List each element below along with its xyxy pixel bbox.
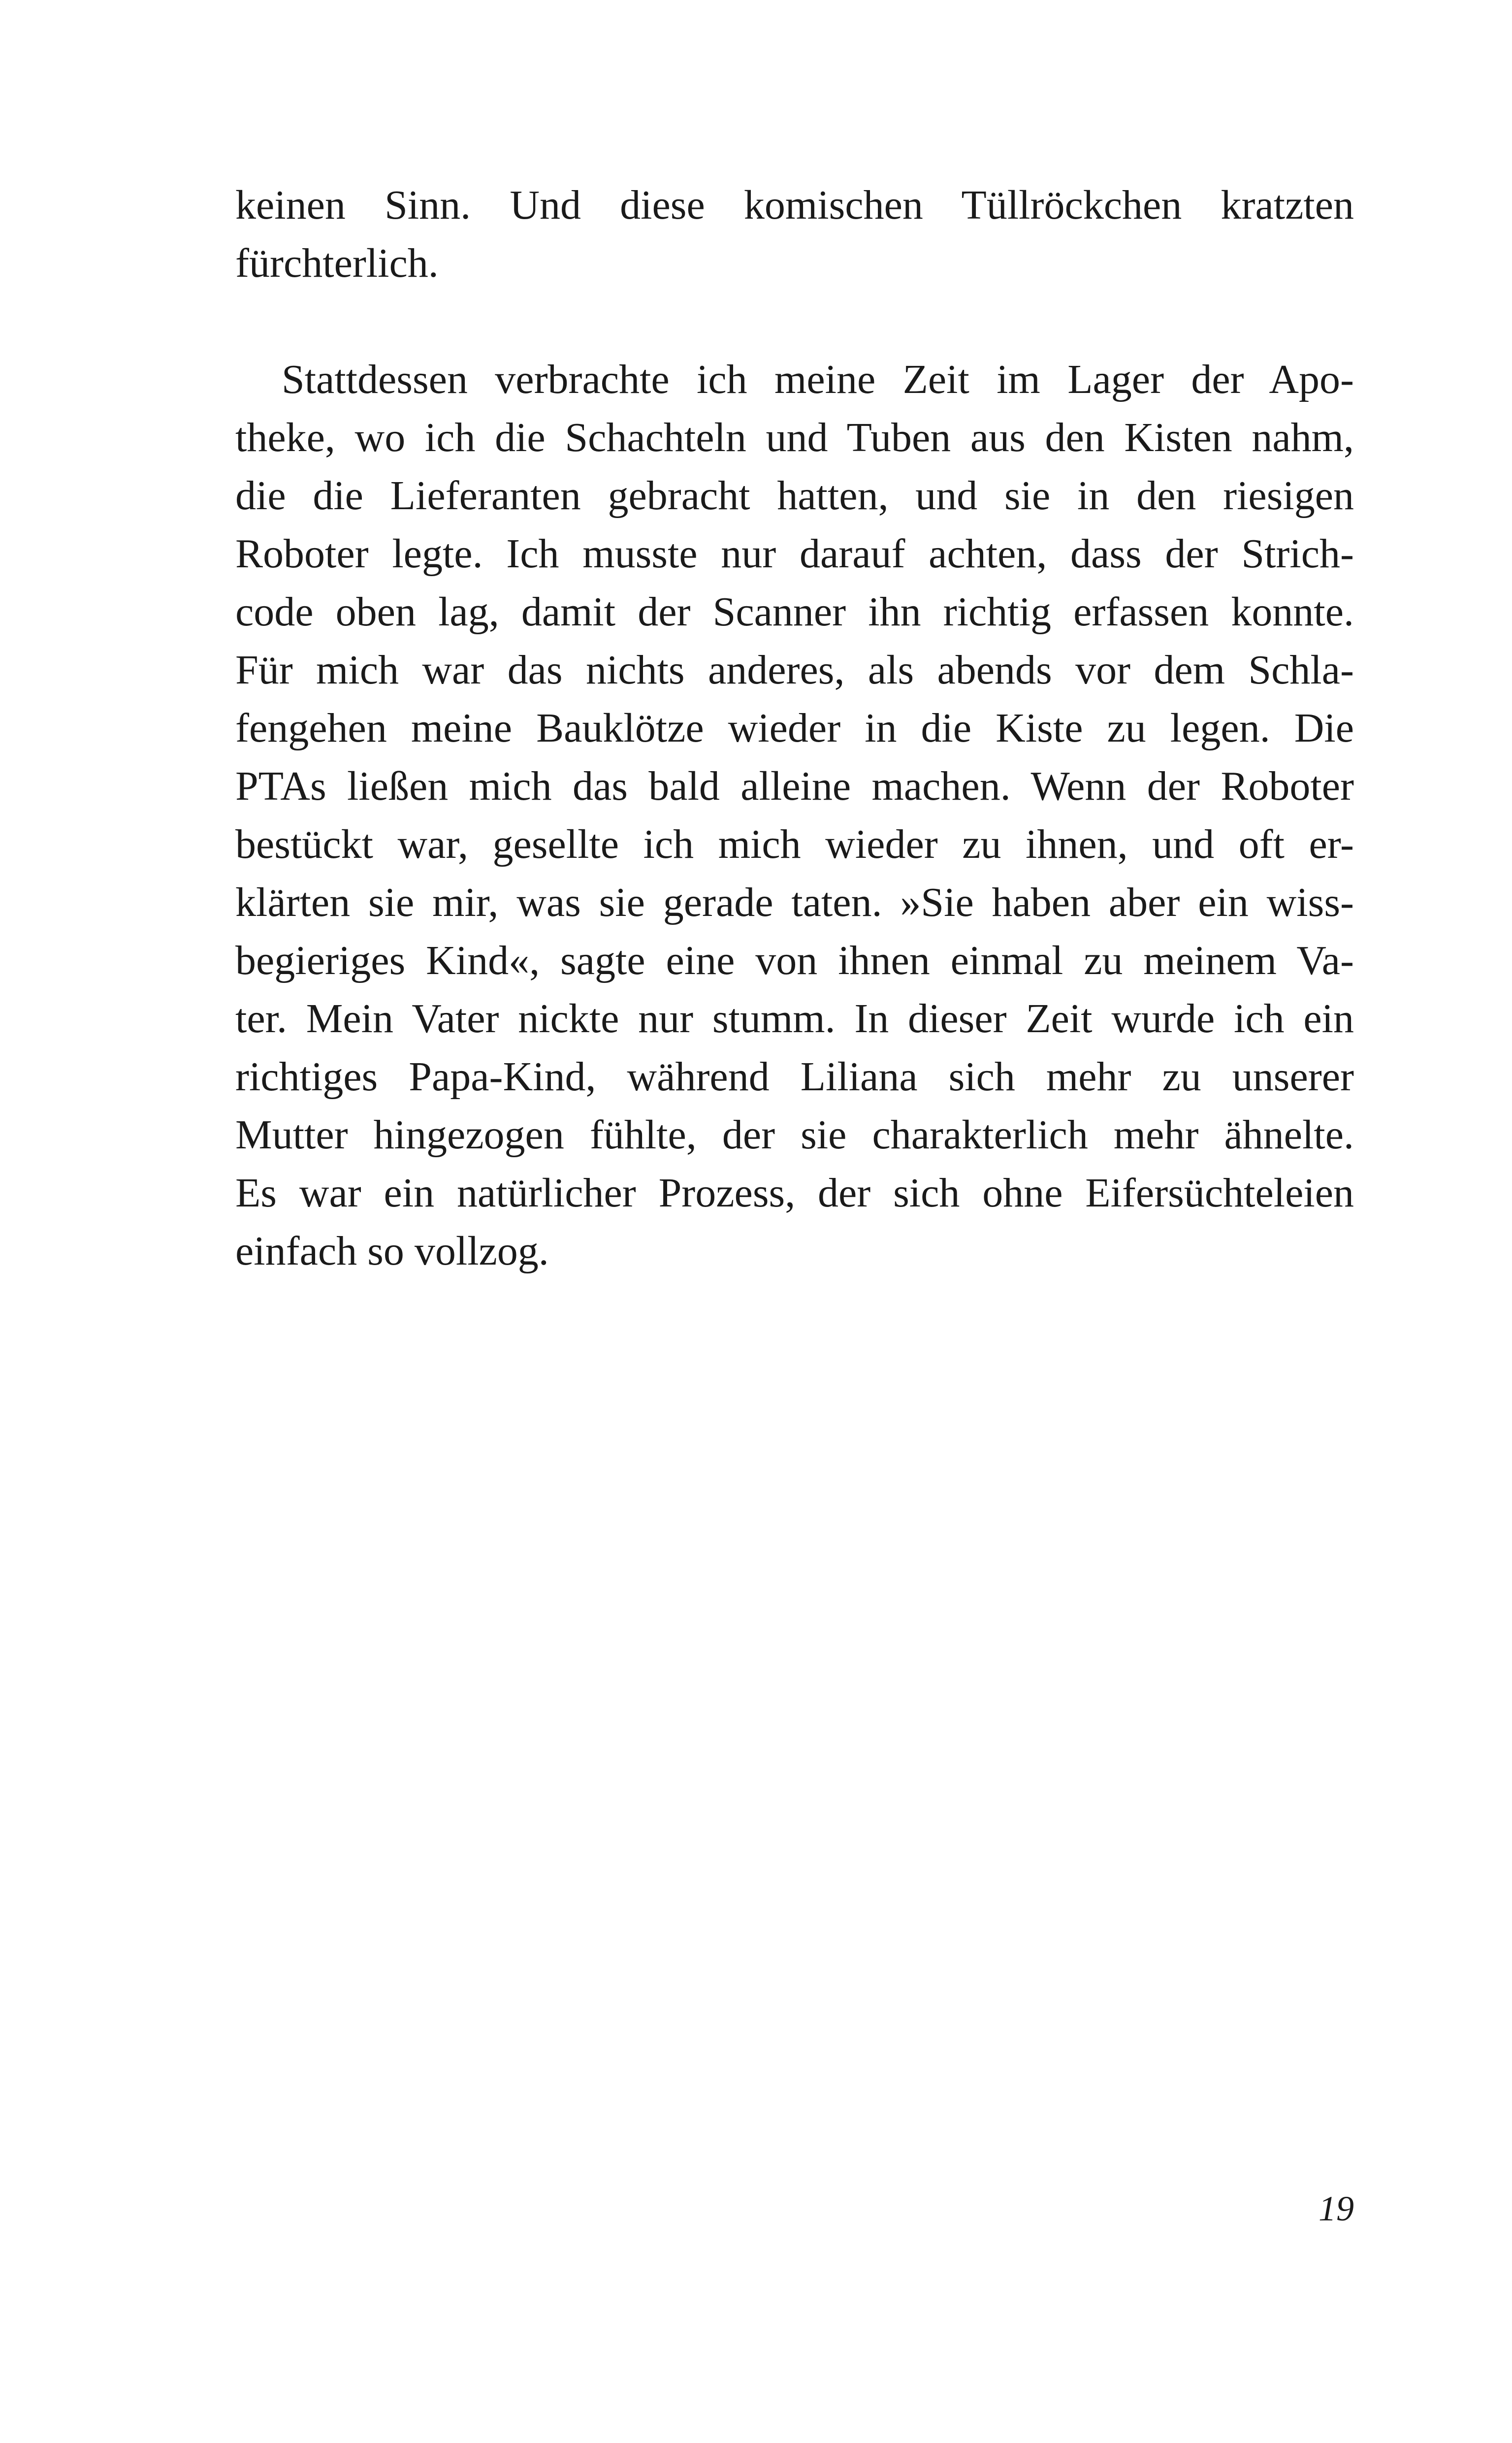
paragraph-gap: [235, 293, 1354, 351]
text-line: Roboter legte. Ich musste nur darauf achten, dass der Strich-: [235, 531, 1354, 577]
text-line: keinen Sinn. Und diese komischen Tüllröckchen kratzten: [235, 182, 1354, 228]
body-text: [235, 176, 1354, 1280]
text-line: Für mich war das nichts anderes, als abends vor dem Schla-: [235, 647, 1354, 693]
text-line: klärten sie mir, was sie gerade taten. »Sie haben aber ein wiss-: [235, 879, 1354, 925]
page-number: 19: [1319, 2189, 1354, 2228]
text-line: richtiges Papa-Kind, während Liliana sich mehr zu unserer: [235, 1054, 1354, 1100]
text-line: begieriges Kind«, sagte eine von ihnen einmal zu meinem Va-: [235, 938, 1354, 983]
text-line: bestückt war, gesellte ich mich wieder zu ihnen, und oft er-: [235, 821, 1354, 867]
text-line: ter. Mein Vater nickte nur stumm. In dieser Zeit wurde ich ein: [235, 996, 1354, 1042]
text-line: fengehen meine Bauklötze wieder in die Kiste zu legen. Die: [235, 705, 1354, 751]
text-line: Stattdessen verbrachte ich meine Zeit im Lager der Apo-: [282, 357, 1354, 402]
text-line: einfach so vollzog.: [235, 1228, 549, 1274]
text-line: theke, wo ich die Schachteln und Tuben aus den Kisten nahm,: [235, 415, 1354, 460]
text-line: die die Lieferanten gebracht hatten, und sie in den riesigen: [235, 473, 1354, 519]
text-line: fürchterlich.: [235, 240, 439, 286]
text-line: PTAs ließen mich das bald alleine machen. Wenn der Roboter: [235, 763, 1354, 809]
text-line: Es war ein natürlicher Prozess, der sich ohne Eifersüchteleien: [235, 1170, 1354, 1216]
text-line: Mutter hingezogen fühlte, der sie charakterlich mehr ähnelte.: [235, 1112, 1354, 1158]
text-line: code oben lag, damit der Scanner ihn richtig erfassen konnte.: [235, 589, 1354, 635]
